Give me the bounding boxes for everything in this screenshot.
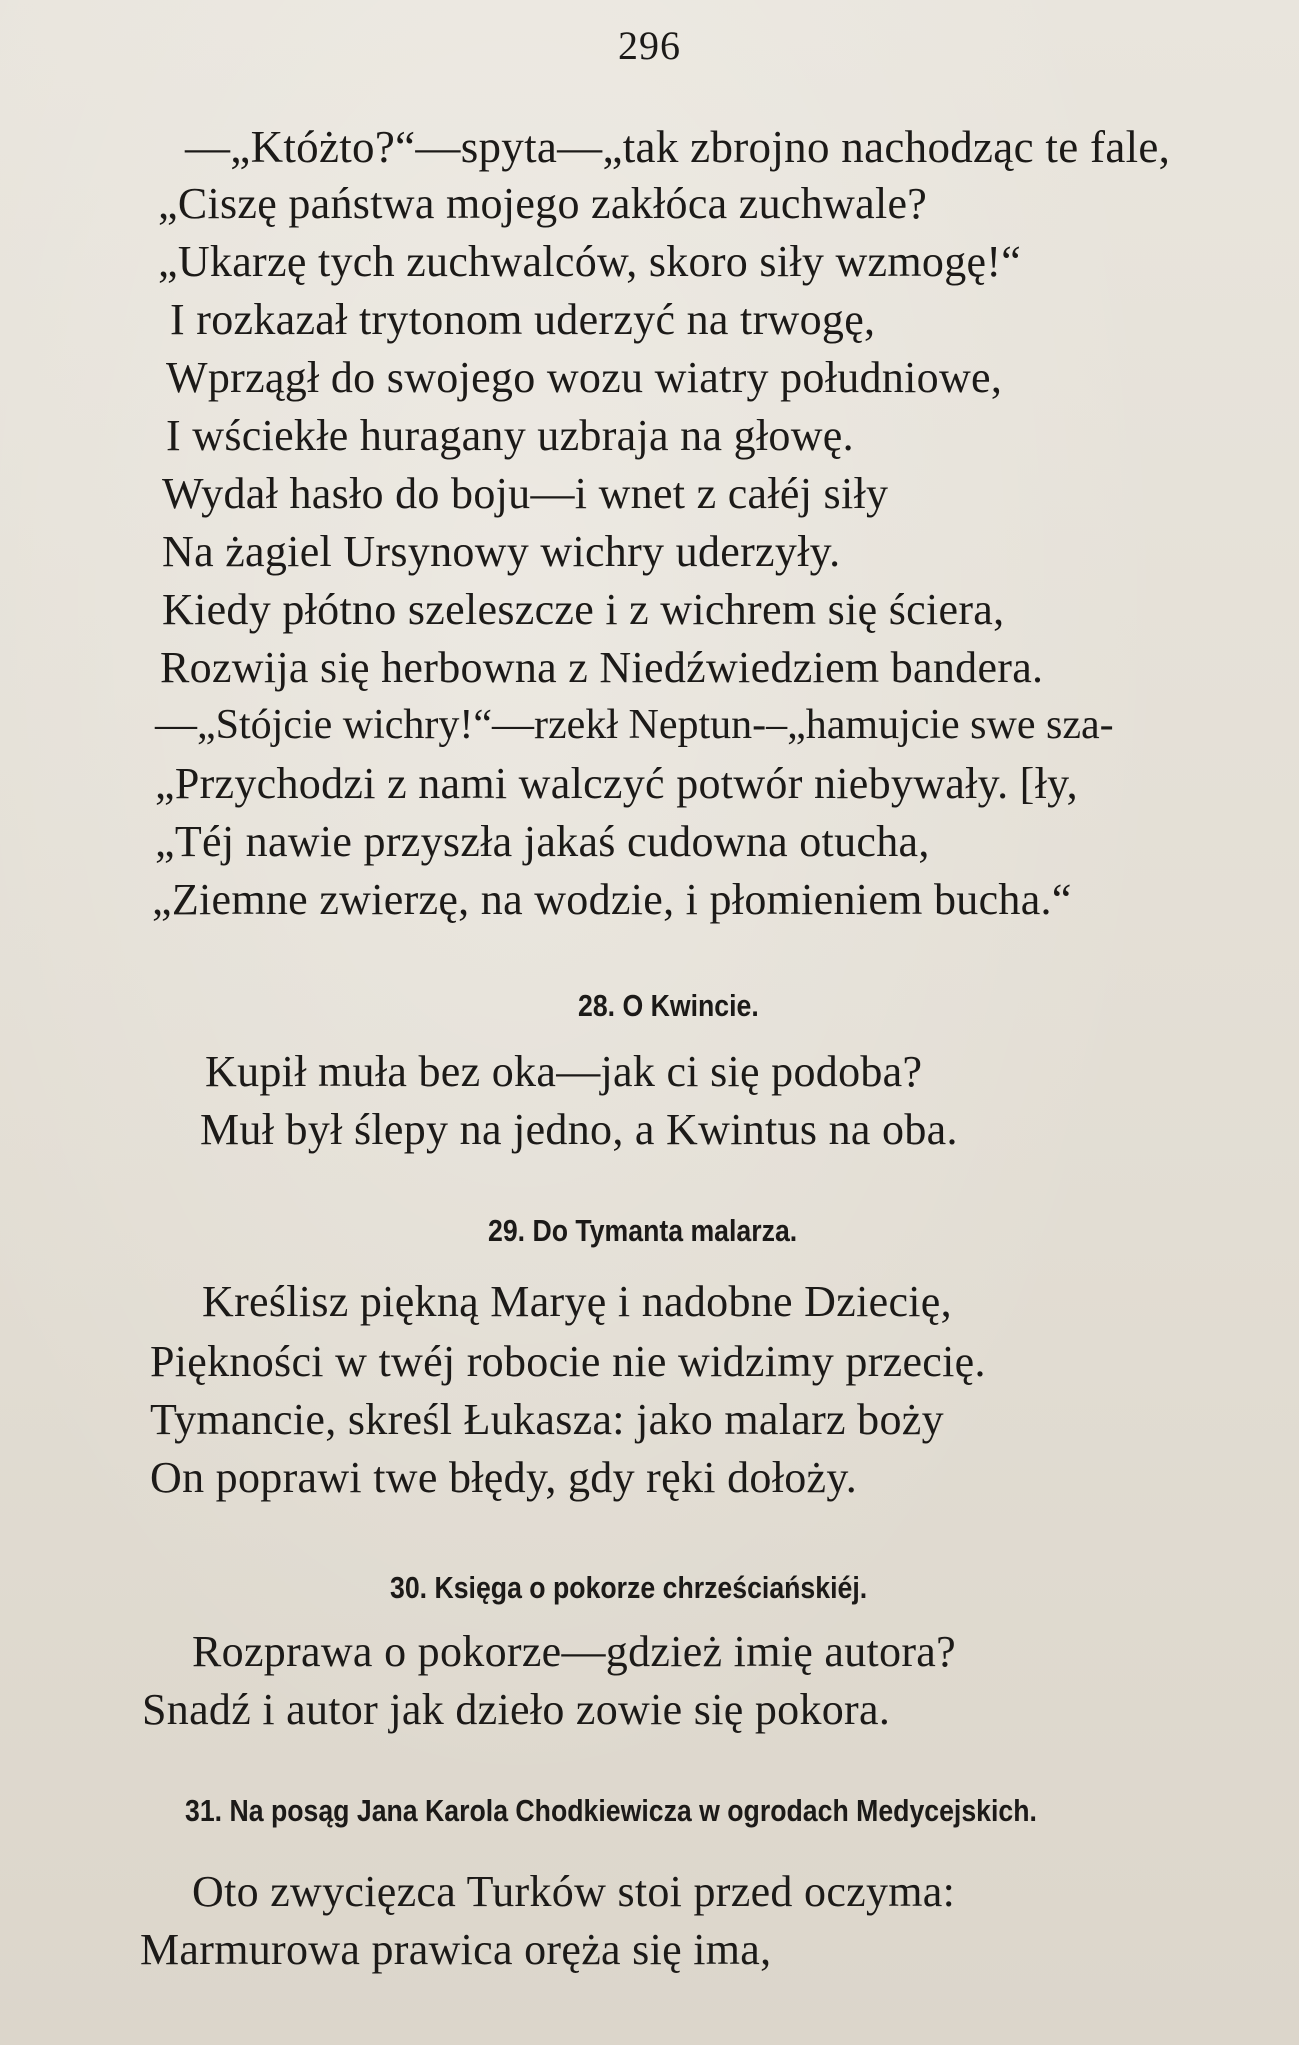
verse-line: Na żagiel Ursynowy wichry uderzyły. [162, 527, 841, 576]
verse-line: Wprzągł do swojego wozu wiatry południowe, [166, 353, 1003, 402]
verse-line: „Ziemne zwierzę, na wodzie, i płomieniem bucha.“ [152, 875, 1072, 924]
verse-line: Kupił muła bez oka—jak ci się podoba? [205, 1047, 923, 1096]
verse-line: I wściekłe huragany uzbraja na głowę. [166, 411, 854, 460]
verse-line: Oto zwycięzca Turków stoi przed oczyma: [192, 1867, 956, 1916]
verse-line: Kreślisz piękną Maryę i nadobne Dziecię, [202, 1277, 952, 1326]
verse-line: Wydał hasło do boju—i wnet z całéj siły [162, 469, 889, 518]
verse-line: Tymancie, skreśl Łukasza: jako malarz boży [150, 1395, 944, 1444]
verse-line: Marmurowa prawica oręża się ima, [140, 1925, 772, 1974]
verse-line: Kiedy płótno szeleszcze i z wichrem się ściera, [162, 585, 1005, 634]
verse-line: —„Stójcie wichry!“—rzekł Neptun-–„hamujcie swe sza- [155, 702, 1114, 748]
verse-line: Muł był ślepy na jedno, a Kwintus na oba. [200, 1105, 958, 1154]
verse-line: Piękności w twéj robocie nie widzimy przecię. [150, 1337, 986, 1386]
verse-line: Rozwija się herbowna z Niedźwiedziem bandera. [160, 643, 1044, 692]
verse-line: „Przychodzi z nami walczyć potwór niebywały. [ły, [155, 759, 1078, 808]
section-heading: 30. Księga o pokorze chrześciańskiéj. [390, 1570, 868, 1605]
verse-line: I rozkazał trytonom uderzyć na trwogę, [170, 295, 876, 344]
section-heading: 29. Do Tymanta malarza. [488, 1213, 798, 1248]
section-heading: 31. Na posąg Jana Karola Chodkiewicza w ogrodach Medycejskich. [185, 1793, 1037, 1828]
verse-line: —„Któżto?“—spyta—„tak zbrojno nachodząc te fale, [185, 122, 1171, 172]
verse-line: On poprawi twe błędy, gdy ręki dołoży. [150, 1453, 858, 1502]
verse-line: Snadź i autor jak dzieło zowie się pokora. [142, 1685, 891, 1734]
section-heading: 28. O Kwincie. [578, 988, 759, 1023]
verse-line: Rozprawa o pokorze—gdzież imię autora? [192, 1627, 956, 1676]
verse-line: „Téj nawie przyszła jakaś cudowna otucha, [155, 817, 930, 866]
verse-line: „Ciszę państwa mojego zakłóca zuchwale? [158, 179, 928, 228]
page-number: 296 [618, 23, 681, 68]
verse-line: „Ukarzę tych zuchwalców, skoro siły wzmogę!“ [158, 237, 1022, 286]
